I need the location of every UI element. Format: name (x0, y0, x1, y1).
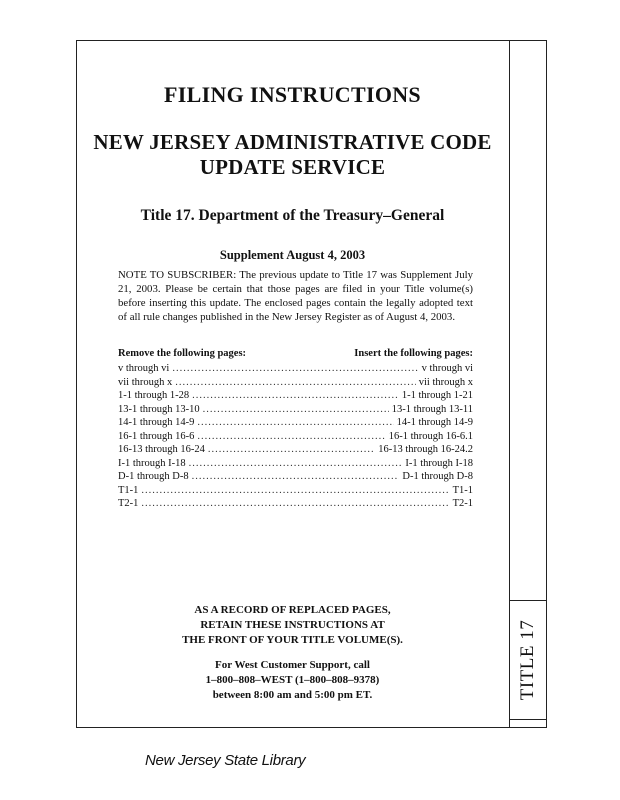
page-row (118, 443, 473, 457)
dot-leader (197, 430, 385, 444)
remove-range: 13-1 through 13-10 (118, 403, 200, 415)
dot-leader (208, 443, 375, 457)
page-subtitle (76, 130, 509, 180)
page-row (118, 457, 473, 471)
remove-pages-header: Remove the following pages: (118, 348, 247, 359)
insert-pages-header: Insert the following pages: (354, 348, 473, 359)
dot-leader (172, 362, 418, 376)
dot-leader (175, 376, 416, 390)
page-title: FILING INSTRUCTIONS (164, 82, 421, 107)
page-row (118, 497, 473, 511)
dot-leader (141, 484, 449, 498)
remove-range: 16-13 through 16-24 (118, 444, 205, 455)
supplement-date: Supplement August 4, 2003 (219, 248, 366, 262)
record-instructions (76, 603, 509, 648)
page-row (118, 403, 473, 417)
insert-range: D-1 through D-8 (402, 471, 473, 482)
support-phone: 1–800–808–WEST (1–800–808–9378) (205, 674, 380, 686)
dot-leader (192, 389, 399, 403)
page-row (118, 470, 473, 484)
remove-range: v through vi (118, 363, 170, 374)
dot-leader (141, 497, 449, 511)
page-row (118, 376, 473, 390)
remove-range: 14-1 through 14-9 (118, 417, 195, 428)
customer-support (76, 658, 509, 703)
insert-range: 16-13 through 16-24.2 (378, 444, 473, 455)
record-line-3: THE FRONT OF YOUR TITLE VOLUME(S). (182, 634, 403, 646)
record-line-1: AS A RECORD OF REPLACED PAGES, (194, 604, 391, 616)
support-hours: between 8:00 am and 5:00 pm ET. (212, 689, 373, 701)
remove-range: 16-1 through 16-6 (118, 430, 195, 442)
page-row (118, 362, 473, 376)
remove-range: T2-1 (118, 498, 139, 509)
support-line-1: For West Customer Support, call (215, 659, 370, 671)
remove-range: vii through x (118, 376, 173, 388)
remove-range: I-1 through I-18 (118, 457, 186, 469)
page-row (118, 389, 473, 403)
remove-range: T1-1 (118, 484, 139, 496)
insert-range: v through vi (421, 363, 473, 374)
insert-range: 14-1 through 14-9 (396, 417, 473, 428)
dot-leader (189, 457, 403, 471)
remove-range: 1-1 through 1-28 (118, 390, 190, 401)
insert-range: 13-1 through 13-11 (391, 403, 473, 415)
subtitle-line-1: NEW JERSEY ADMINISTRATIVE CODE (93, 130, 492, 154)
insert-range: vii through x (418, 376, 473, 388)
dot-leader (203, 403, 389, 417)
insert-range: T1-1 (452, 484, 473, 496)
subtitle-line-2: UPDATE SERVICE (199, 155, 386, 179)
insert-range: I-1 through I-18 (405, 457, 473, 469)
dot-leader (192, 470, 400, 484)
subscriber-note: NOTE TO SUBSCRIBER: The previous update to Title 17 was Supplement July 21, 2003. Please be certain that those pages are filed in your Title volume(s) before inserting this update. The enclosed pages contain the legally adopted text of all rule changes published in the New Jersey Register as of August 4, 2003. (118, 269, 473, 323)
insert-range: 1-1 through 1-21 (401, 390, 473, 401)
page-row (118, 430, 473, 444)
page-replacement-list (118, 362, 473, 511)
insert-range: T2-1 (452, 498, 473, 509)
remove-range: D-1 through D-8 (118, 471, 189, 482)
title-tab-label: TITLE 17 (517, 619, 538, 701)
page-row (118, 484, 473, 498)
page-row (118, 416, 473, 430)
library-stamp: New Jersey State Library (145, 752, 306, 769)
department-title: Title 17. Department of the Treasury–General (140, 207, 445, 224)
record-line-2: RETAIN THESE INSTRUCTIONS AT (200, 619, 385, 631)
insert-range: 16-1 through 16-6.1 (388, 430, 473, 442)
dot-leader (197, 416, 393, 430)
